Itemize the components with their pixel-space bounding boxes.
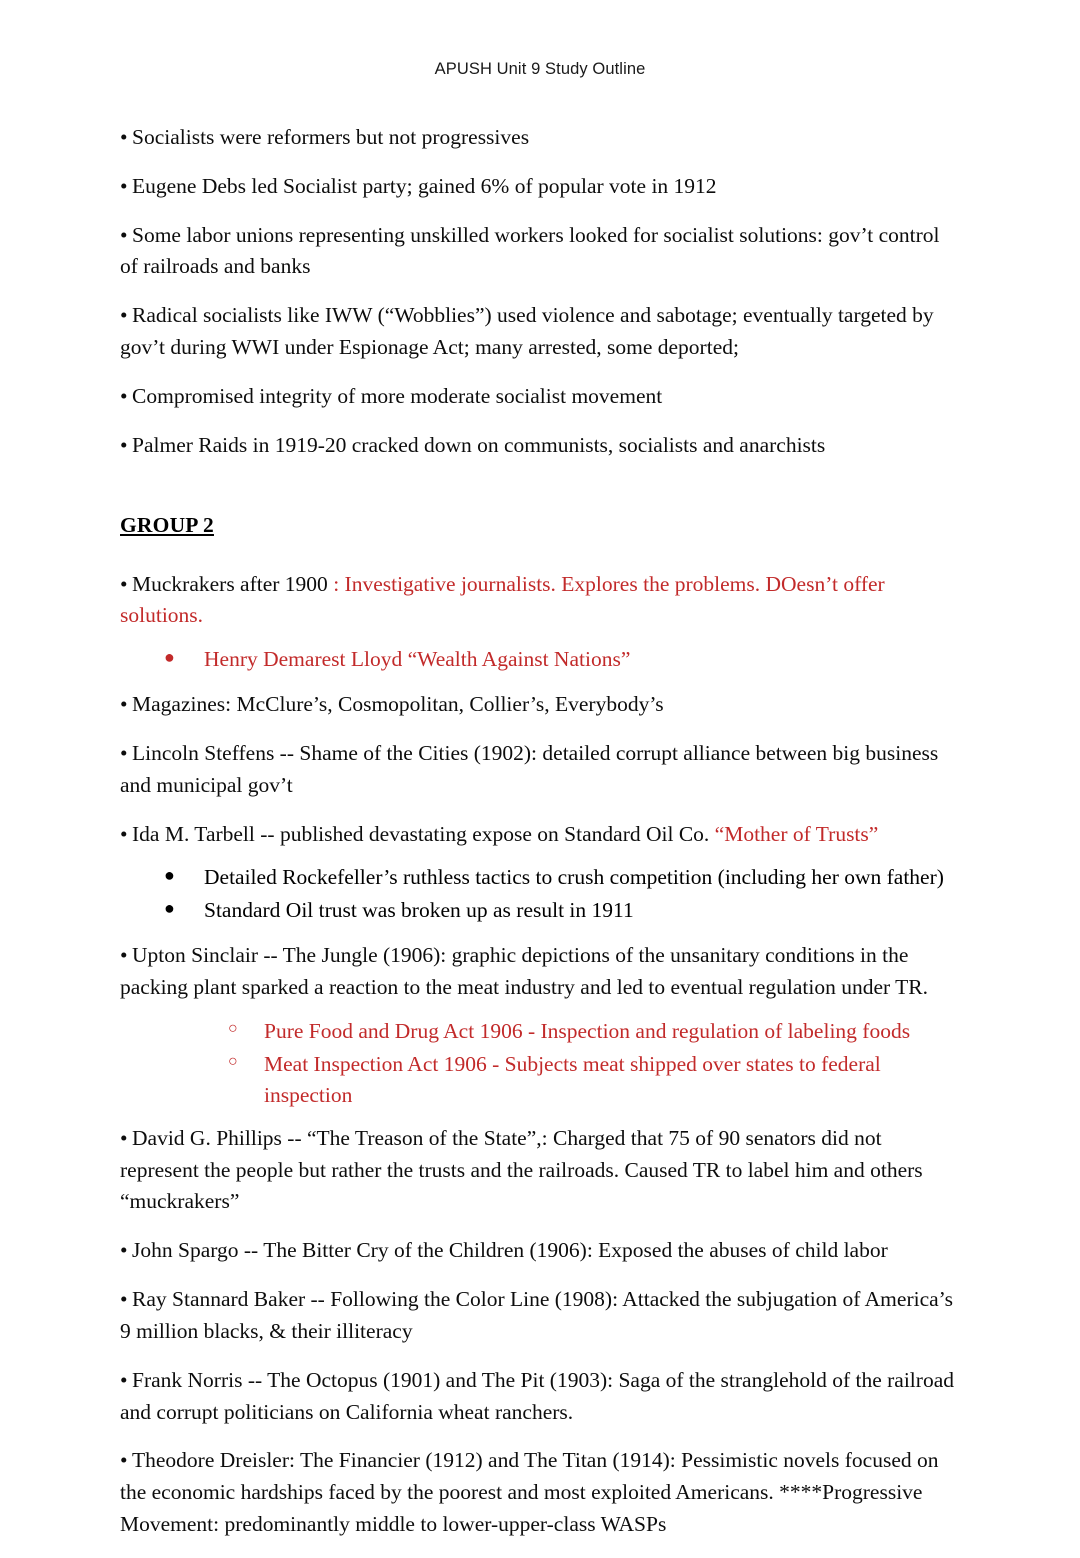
bullet-glyph-icon: • — [120, 1448, 128, 1473]
bullet-paragraph — [120, 569, 960, 633]
tarbell-nickname: “Mother of Trusts” — [714, 821, 879, 846]
bullet-glyph-icon: • — [120, 432, 128, 457]
bullet-glyph-icon: • — [120, 125, 128, 149]
bullet-glyph-icon: • — [120, 692, 128, 717]
circle-bullet-icon: ○ — [228, 1019, 238, 1037]
list-item — [120, 1016, 960, 1047]
bullet-glyph-icon: • — [120, 1287, 128, 1312]
bullet-glyph-icon: • — [120, 222, 128, 247]
sinclair-sub-list — [120, 1016, 960, 1111]
page-header: APUSH Unit 9 Study Outline — [434, 60, 646, 78]
circle-bullet-icon: ○ — [228, 1052, 238, 1070]
lloyd-sub-list — [120, 644, 960, 675]
bullet-text: Frank Norris -- The Octopus (1901) and The Pit (1903): Saga of the stranglehold of the railroad and corrupt politicians on California wheat ranchers. — [120, 1367, 954, 1424]
bullet-paragraph — [120, 940, 960, 1004]
list-item — [120, 644, 960, 675]
bullet-glyph-icon: • — [120, 383, 128, 408]
bullet-glyph-icon: • — [120, 1125, 128, 1150]
bullet-paragraph — [120, 122, 960, 154]
bullet-paragraph — [120, 300, 960, 364]
bullet-text: Lincoln Steffens -- Shame of the Cities (1902): detailed corrupt alliance between big business and municipal gov’t — [120, 740, 939, 797]
group-heading-wrapper — [120, 510, 960, 555]
bullet-paragraph — [120, 738, 960, 802]
list-item-label: Standard Oil trust was broken up as result in 1911 — [204, 898, 634, 923]
bullet-text: Socialists were reformers but not progressives — [132, 125, 530, 149]
list-item — [120, 862, 960, 893]
bullet-glyph-icon: • — [120, 1367, 128, 1392]
bullet-paragraph — [120, 819, 960, 851]
bullet-text: John Spargo -- The Bitter Cry of the Children (1906): Exposed the abuses of child labor — [132, 1238, 888, 1263]
bullet-glyph-icon: • — [120, 943, 128, 968]
bullet-paragraph — [120, 1123, 960, 1218]
list-item-label: Detailed Rockefeller’s ruthless tactics to crush competition (including her own father) — [204, 865, 944, 890]
section-spacer — [120, 479, 960, 510]
bullet-paragraph — [120, 171, 960, 203]
muckrakers-annotation: : Investigative journalists. Explores the problems. DOesn’t offer solutions. — [120, 571, 885, 628]
list-item-label: Meat Inspection Act 1906 - Subjects meat shipped over states to federal inspection — [264, 1051, 881, 1107]
group2-heading: GROUP 2 — [120, 512, 214, 537]
bullet-text: Some labor unions representing unskilled workers looked for socialist solutions: gov’t control of railroads and banks — [120, 222, 940, 279]
bullet-paragraph — [120, 1235, 960, 1267]
list-item — [120, 1049, 960, 1111]
bullet-glyph-icon: • — [120, 740, 128, 765]
tarbell-sub-list — [120, 862, 960, 926]
bullet-text: Eugene Debs led Socialist party; gained 6% of popular vote in 1912 — [132, 173, 717, 198]
bullet-paragraph — [120, 430, 960, 462]
bullet-paragraph — [120, 1445, 960, 1540]
disc-bullet-icon: ● — [164, 898, 175, 919]
bullet-text: Upton Sinclair -- The Jungle (1906): graphic depictions of the unsanitary conditions in the packing plant sparked a reaction to the meat industry and led to eventual regulation under TR. — [120, 943, 928, 1000]
bullet-text: Compromised integrity of more moderate socialist movement — [132, 383, 663, 408]
bullet-glyph-icon: • — [120, 821, 128, 846]
bullet-paragraph — [120, 1284, 960, 1348]
disc-bullet-icon: ● — [164, 647, 175, 668]
bullet-paragraph — [120, 689, 960, 721]
bullet-glyph-icon: • — [120, 303, 128, 328]
bullet-paragraph — [120, 220, 960, 284]
bullet-text: Ray Stannard Baker -- Following the Color Line (1908): Attacked the subjugation of America’s 9 million blacks, & their illiteracy — [120, 1287, 954, 1343]
document-body — [120, 122, 960, 1558]
bullet-glyph-icon: • — [120, 571, 128, 596]
muckrakers-label: Muckrakers after 1900 — [132, 571, 334, 596]
bullet-text: David G. Phillips -- “The Treason of the State”,: Charged that 75 of 90 senators did not represent the people but rather the trusts and the railroads. Caused TR to label him and others “muckrakers” — [120, 1125, 923, 1214]
bullet-paragraph — [120, 381, 960, 413]
tarbell-label: Ida M. Tarbell -- published devastating expose on Standard Oil Co. — [132, 821, 715, 846]
bullet-glyph-icon: • — [120, 1238, 128, 1263]
list-item — [120, 895, 960, 926]
bullet-text: Palmer Raids in 1919-20 cracked down on communists, socialists and anarchists — [132, 432, 826, 457]
bullet-text: Theodore Dreisler: The Financier (1912) and The Titan (1914): Pessimistic novels focused on the economic hardships faced by the poorest and most exploited Americans. ****Progressive Movement: predominantly middle to lower-upper-class WASPs — [120, 1448, 939, 1536]
list-item-label: Pure Food and Drug Act 1906 - Inspection and regulation of labeling foods — [264, 1018, 911, 1043]
bullet-text: Magazines: McClure’s, Cosmopolitan, Collier’s, Everybody’s — [132, 692, 664, 717]
bullet-text: Radical socialists like IWW (“Wobblies”) used violence and sabotage; eventually targeted by gov’t during WWI under Espionage Act; many arrested, some deported; — [120, 303, 934, 360]
list-item-label: Henry Demarest Lloyd “Wealth Against Nations” — [204, 647, 631, 672]
disc-bullet-icon: ● — [164, 865, 175, 886]
bullet-glyph-icon: • — [120, 173, 128, 198]
